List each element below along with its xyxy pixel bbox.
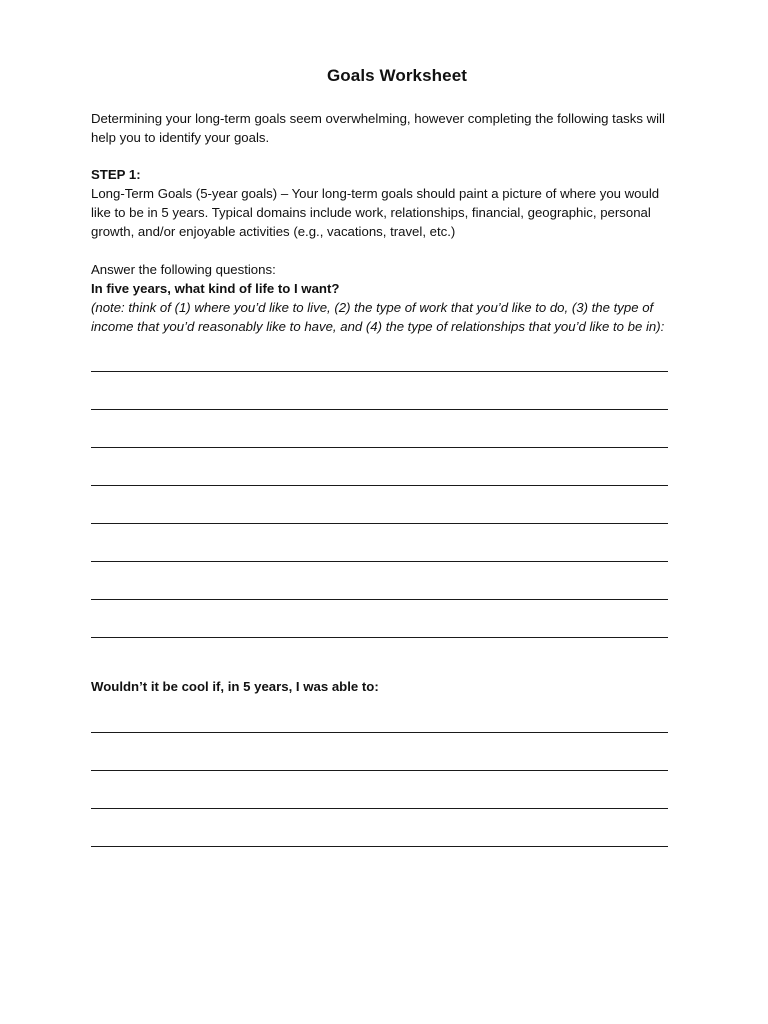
step-text-line-3: growth, and/or enjoyable activities (e.g., vacations, travel, etc.) — [91, 224, 456, 239]
intro-line-1: Determining your long-term goals seem overwhelming, however completing the following tasks will — [91, 111, 665, 126]
page-title: Goals Worksheet — [326, 66, 468, 85]
answer-line[interactable] — [91, 846, 668, 847]
question-1-note-line-1: (note: think of (1) where you’d like to live, (2) the type of work that you’d like to do, (3) the type of — [91, 300, 654, 315]
step-heading: STEP 1: — [91, 167, 141, 182]
answer-line[interactable] — [91, 371, 668, 372]
answer-line[interactable] — [91, 485, 668, 486]
answer-line[interactable] — [91, 599, 668, 600]
step-text-line-1: Long-Term Goals (5-year goals) – Your long-term goals should paint a picture of where you would — [91, 186, 660, 201]
answer-line[interactable] — [91, 732, 668, 733]
answer-line[interactable] — [91, 409, 668, 410]
step-text-line-2: like to be in 5 years. Typical domains include work, relationships, financial, geographic, personal — [91, 205, 651, 220]
question-1: In five years, what kind of life to I want? — [91, 281, 340, 296]
answer-line[interactable] — [91, 637, 668, 638]
answer-line[interactable] — [91, 561, 668, 562]
questions-lead: Answer the following questions: — [91, 262, 276, 277]
answer-line[interactable] — [91, 523, 668, 524]
answer-line[interactable] — [91, 808, 668, 809]
question-2: Wouldn’t it be cool if, in 5 years, I was able to: — [91, 679, 379, 694]
answer-line[interactable] — [91, 770, 668, 771]
answer-line[interactable] — [91, 447, 668, 448]
question-1-note-line-2: income that you’d reasonably like to have, and (4) the type of relationships that you’d like to be in): — [91, 319, 665, 334]
intro-line-2: help you to identify your goals. — [91, 130, 270, 145]
